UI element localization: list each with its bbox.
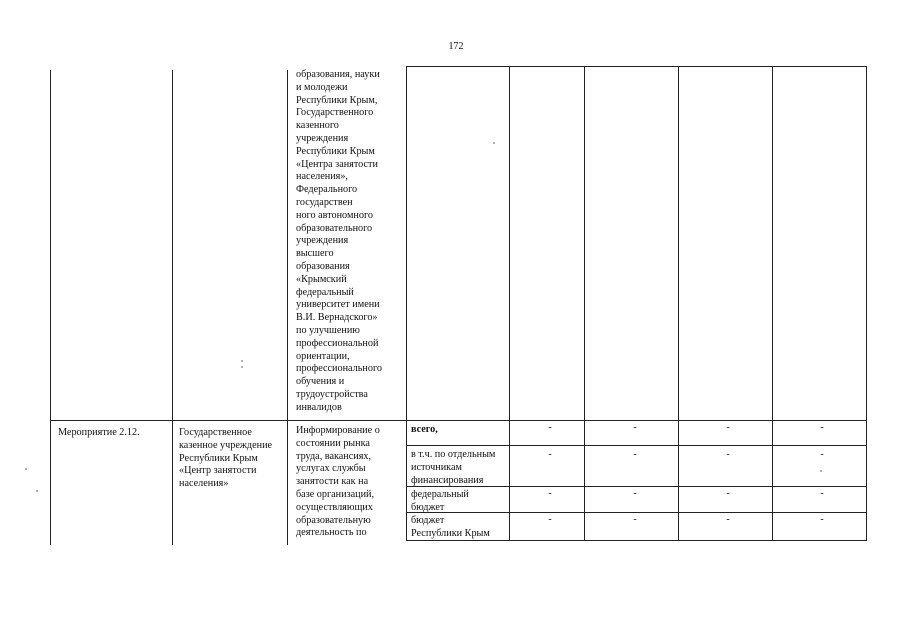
source-breakdown-label: в т.ч. по отдельным источникам финансирования [411, 449, 496, 486]
source-crimea-label: бюджет Республики Крым [411, 515, 490, 539]
column-divider [172, 70, 173, 545]
column-divider [287, 70, 288, 545]
column-divider [772, 66, 773, 541]
scan-speck [25, 468, 27, 470]
value-cell: - [726, 488, 730, 499]
value-cell: - [820, 422, 824, 433]
scan-speck [820, 470, 822, 472]
column-divider [584, 66, 585, 541]
table-border-left [50, 70, 51, 545]
column-divider [678, 66, 679, 541]
value-cell: - [548, 514, 552, 525]
value-cell: - [633, 488, 637, 499]
value-cell: - [548, 422, 552, 433]
scan-speck [493, 142, 495, 144]
column-divider [406, 66, 407, 541]
measure-label: Мероприятие 2.12. [58, 427, 140, 438]
value-cell: - [726, 422, 730, 433]
executor-text: Государственное казенное учреждение Республики Крым «Центр занятости населения» [179, 427, 273, 490]
value-cell: - [820, 514, 824, 525]
source-federal-label: федеральный бюджет [411, 489, 469, 513]
value-cell: - [820, 449, 824, 460]
value-cell: - [633, 449, 637, 460]
measure-description: Информирование о состоянии рынка труда, вакансиях, услугах службы занятости как на базе организаций, осуществляющих образовательную деятельность по [296, 425, 380, 539]
row-divider [406, 445, 867, 446]
value-cell: - [633, 514, 637, 525]
table-top-border [406, 66, 867, 67]
source-total-label: всего, [411, 424, 438, 435]
value-cell: - [633, 422, 637, 433]
value-cell: - [548, 488, 552, 499]
value-cell: - [820, 488, 824, 499]
value-cell: - [726, 514, 730, 525]
continuation-executor-text: образования, науки и молодежи Республики Крым, Государственного казенного учреждения Республики Крым «Центра занятости населения», Федерального государствен ного автономного образовательного учреждения высшего образования «Крымский федеральный университет имени В.И. Вернадского» по улучшению профессиональной ориентации, профессионального обучения и трудоустройства инвалидов [296, 69, 382, 413]
row-divider [50, 420, 867, 421]
scan-speck [241, 366, 243, 368]
scan-speck [36, 490, 38, 492]
column-divider [509, 66, 510, 541]
scan-speck [241, 360, 243, 362]
page-number: 172 [448, 41, 464, 52]
table-border-right [866, 66, 867, 541]
value-cell: - [548, 449, 552, 460]
value-cell: - [726, 449, 730, 460]
